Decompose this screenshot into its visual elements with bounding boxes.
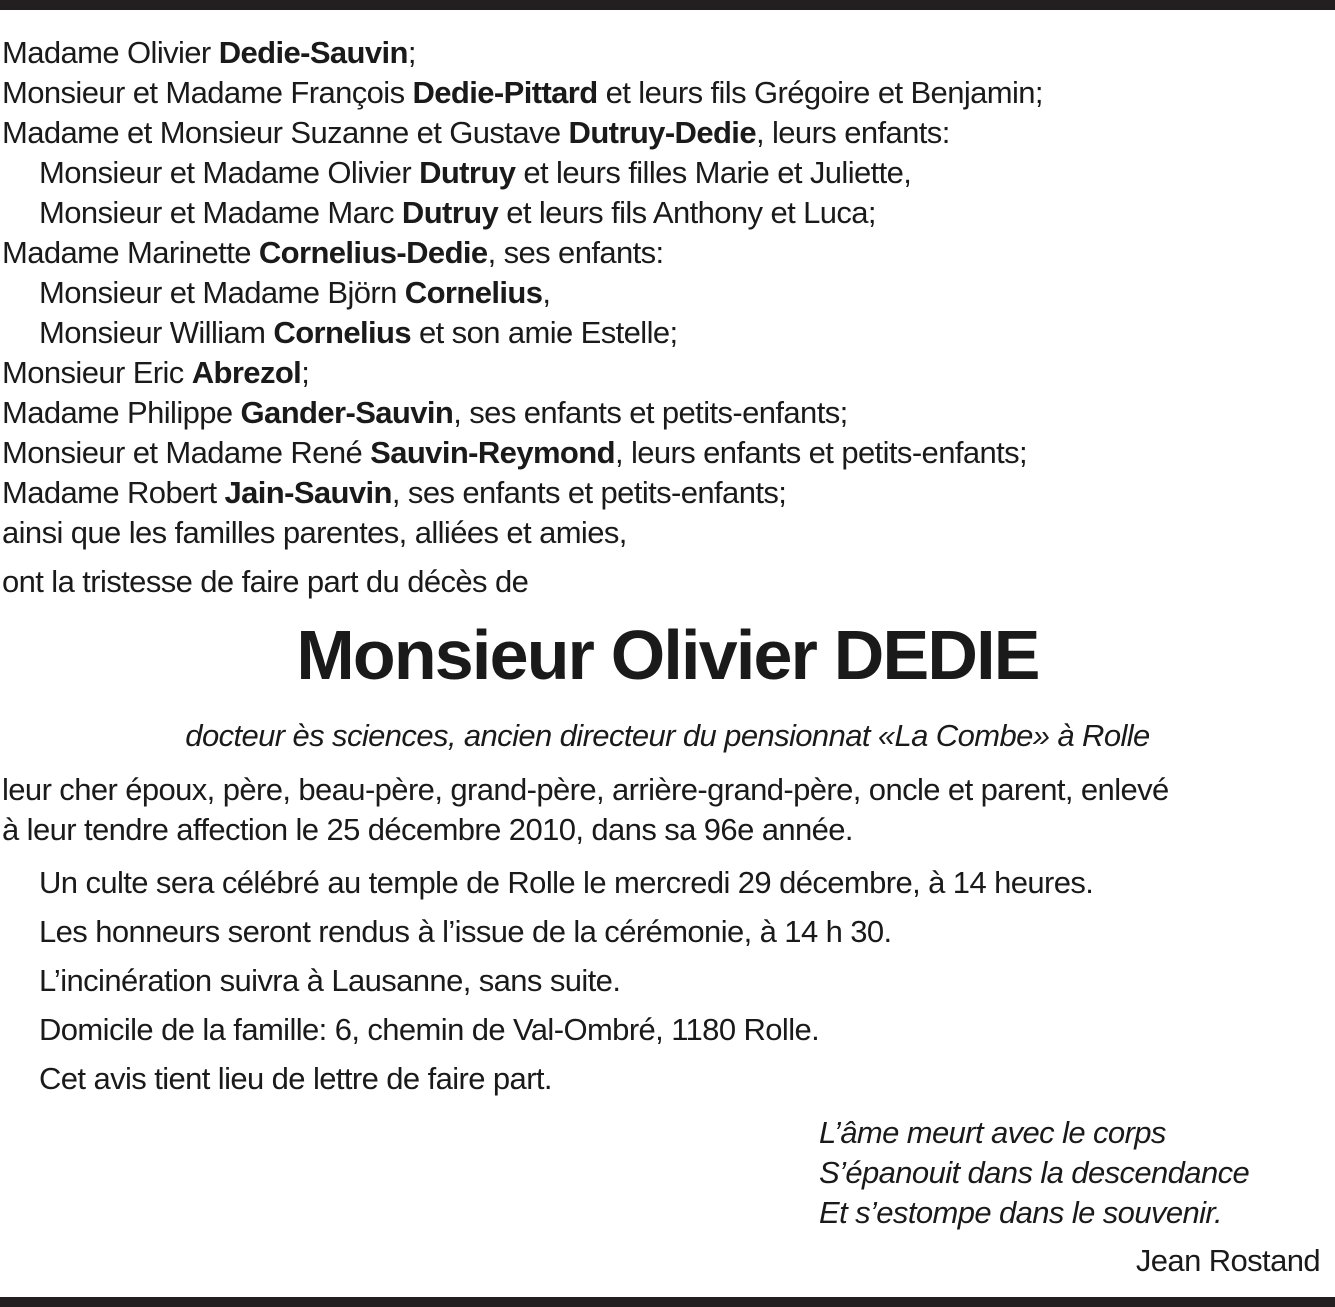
family-line: Monsieur et Madame Olivier Dutruy et leurs filles Marie et Juliette, (39, 155, 912, 190)
quote-line: L’âme meurt avec le corps (819, 1115, 1166, 1150)
family-line: Monsieur et Madame Björn Cornelius, (39, 275, 551, 310)
family-list (2, 33, 1335, 553)
arrangement-line: L’incinération suivra à Lausanne, sans suite. (39, 963, 621, 998)
deceased-title: docteur ès sciences, ancien directeur du pensionnat «La Combe» à Rolle (185, 718, 1150, 753)
family-line: Madame et Monsieur Suzanne et Gustave Dutruy-Dedie, leurs enfants: (2, 115, 950, 150)
family-line: Madame Marinette Cornelius-Dedie, ses enfants: (2, 235, 664, 270)
family-line: Monsieur et Madame François Dedie-Pittard et leurs fils Grégoire et Benjamin; (2, 75, 1043, 110)
family-line: ainsi que les familles parentes, alliées et amies, (2, 515, 627, 550)
arrangement-line: Cet avis tient lieu de lettre de faire part. (39, 1061, 552, 1096)
arrangement-line: Les honneurs seront rendus à l’issue de la cérémonie, à 14 h 30. (39, 914, 892, 949)
funeral-arrangements (2, 858, 1335, 1103)
family-line: Monsieur et Madame René Sauvin-Reymond, leurs enfants et petits-enfants; (2, 435, 1028, 470)
memorial-quote (819, 1113, 1249, 1233)
relation-line: à leur tendre affection le 25 décembre 2010, dans sa 96e année. (2, 812, 853, 847)
relation-paragraph (2, 770, 1335, 850)
family-line: Madame Philippe Gander-Sauvin, ses enfants et petits-enfants; (2, 395, 848, 430)
family-line: Madame Olivier Dedie-Sauvin; (2, 35, 416, 70)
family-line: Monsieur et Madame Marc Dutruy et leurs fils Anthony et Luca; (39, 195, 876, 230)
deceased-name: Monsieur Olivier DEDIE (296, 616, 1039, 694)
top-border-rule (0, 0, 1335, 10)
arrangement-line: Un culte sera célébré au temple de Rolle le mercredi 29 décembre, à 14 heures. (39, 865, 1094, 900)
quote-author: Jean Rostand (1135, 1243, 1320, 1278)
relation-line: leur cher époux, père, beau-père, grand-père, arrière-grand-père, oncle et parent, enlevé (2, 772, 1169, 807)
family-line: Madame Robert Jain-Sauvin, ses enfants et petits-enfants; (2, 475, 787, 510)
intro-text: ont la tristesse de faire part du décès de (2, 564, 529, 599)
family-line: Monsieur William Cornelius et son amie Estelle; (39, 315, 678, 350)
family-line: Monsieur Eric Abrezol; (2, 355, 310, 390)
arrangement-line: Domicile de la famille: 6, chemin de Val-Ombré, 1180 Rolle. (39, 1012, 820, 1047)
intro-statement (2, 562, 1335, 602)
quote-line: S’épanouit dans la descendance (819, 1155, 1250, 1190)
bottom-border-rule (0, 1297, 1335, 1307)
quote-line: Et s’estompe dans le souvenir. (819, 1195, 1223, 1230)
